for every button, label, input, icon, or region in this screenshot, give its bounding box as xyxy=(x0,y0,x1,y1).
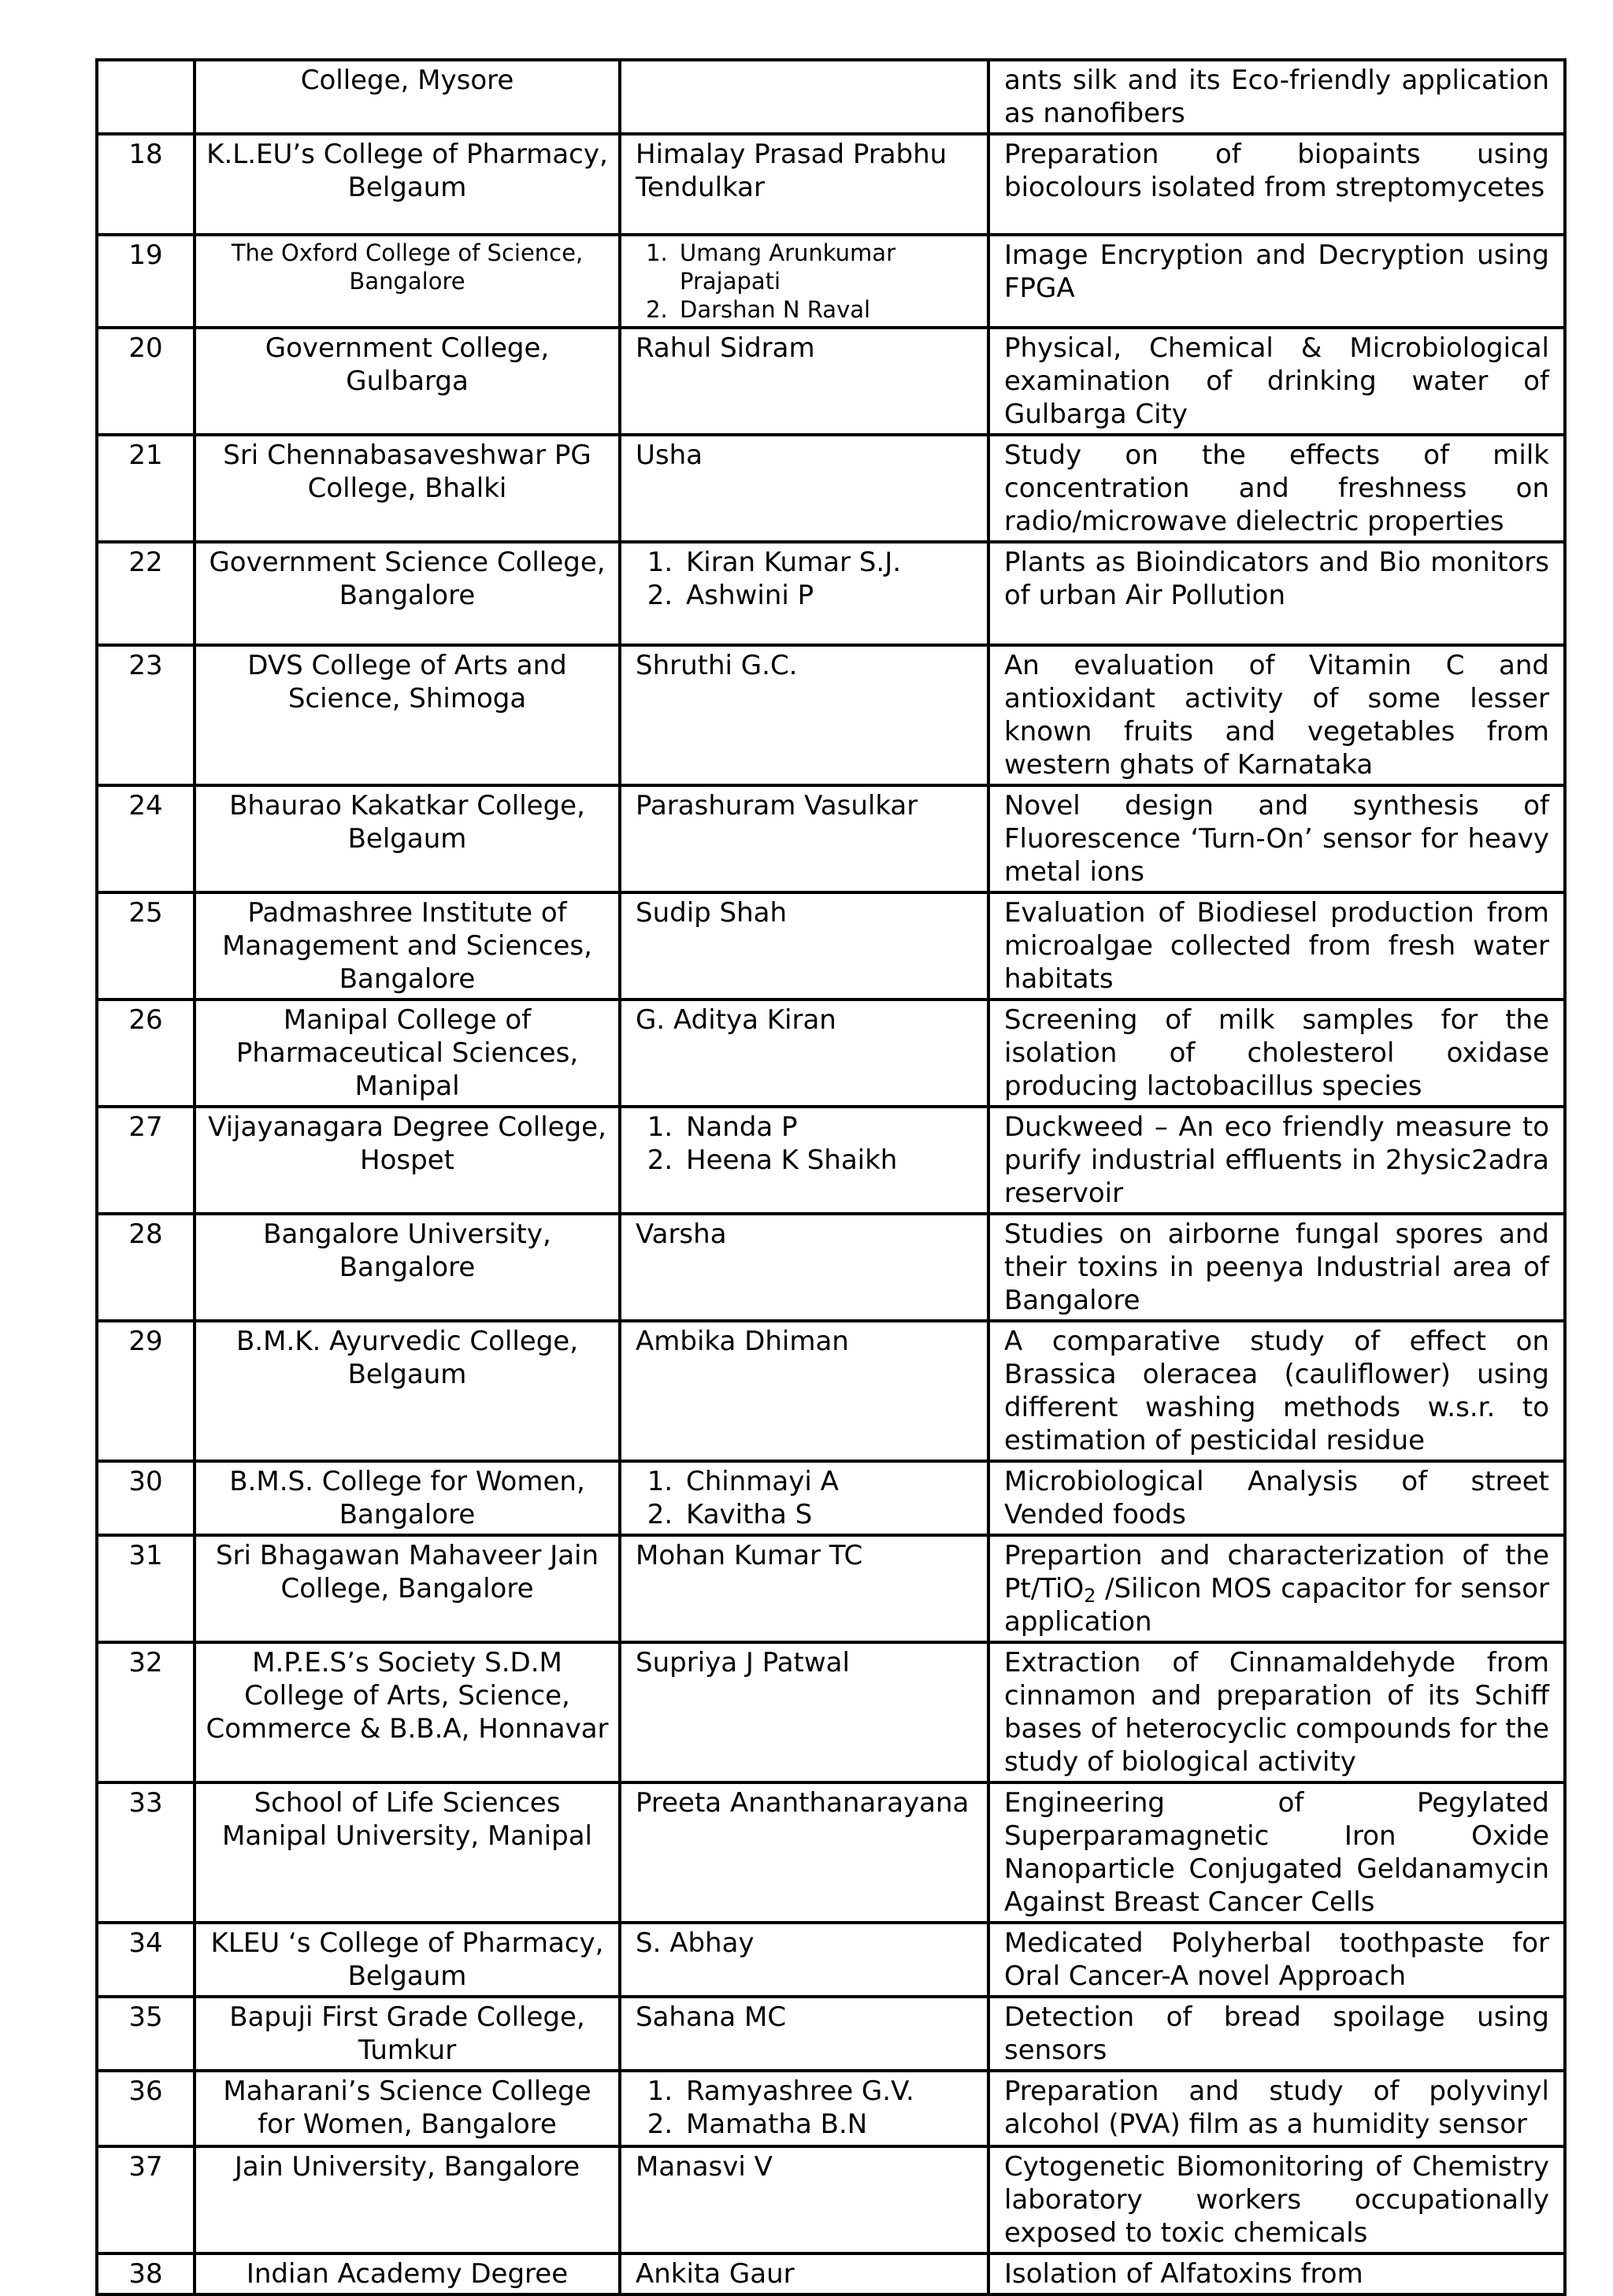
table-row xyxy=(97,542,1565,645)
row-number: 32 xyxy=(97,1642,195,1782)
student-name: Manasvi V xyxy=(620,2146,988,2253)
title-text: /Silicon MOS capacitor for sensor application xyxy=(1004,1573,1549,1638)
row-number: 33 xyxy=(97,1782,195,1923)
student-name: 2. Mamatha B.N xyxy=(681,2108,973,2141)
row-number: 27 xyxy=(97,1107,195,1214)
college-name: Padmashree Institute of Management and Sciences, Bangalore xyxy=(195,892,620,1000)
table-row xyxy=(97,2146,1565,2253)
student-name: G. Aditya Kiran xyxy=(620,1000,988,1107)
student-name: Ankita Gaur xyxy=(620,2253,988,2294)
college-name: Indian Academy Degree xyxy=(195,2253,620,2294)
college-name: Government Science College, Bangalore xyxy=(195,542,620,645)
row-number xyxy=(97,60,195,134)
student-name: Mohan Kumar TC xyxy=(620,1535,988,1642)
student-name: Himalay Prasad Prabhu Tendulkar xyxy=(620,134,988,235)
college-name: Government College, Gulbarga xyxy=(195,328,620,435)
project-title: ants silk and its Eco-friendly application as nanofibers xyxy=(988,60,1565,134)
participants-table xyxy=(95,58,1567,2296)
table-row xyxy=(97,1923,1565,1997)
row-number: 29 xyxy=(97,1321,195,1461)
college-name: KLEU ‘s College of Pharmacy, Belgaum xyxy=(195,1923,620,1997)
student-name: 1. Umang Arunkumar Prajapati xyxy=(675,239,973,295)
row-number: 30 xyxy=(97,1461,195,1535)
row-number: 34 xyxy=(97,1923,195,1997)
row-number: 24 xyxy=(97,785,195,892)
project-title: Isolation of Alfatoxins from xyxy=(988,2253,1565,2294)
student-name: Sahana MC xyxy=(620,1997,988,2071)
project-title: Microbiological Analysis of street Vended foods xyxy=(988,1461,1565,1535)
row-number: 20 xyxy=(97,328,195,435)
table-row xyxy=(97,1000,1565,1107)
project-title: A comparative study of effect on Brassica oleracea (cauliflower) using different washing methods w.s.r. to estimation of pesticidal residue xyxy=(988,1321,1565,1461)
student-name: Shruthi G.C. xyxy=(620,645,988,785)
student-name: 2. Heena K Shaikh xyxy=(681,1144,973,1177)
project-title: Medicated Polyherbal toothpaste for Oral Cancer-A novel Approach xyxy=(988,1923,1565,1997)
table-row xyxy=(97,1461,1565,1535)
table-row xyxy=(97,60,1565,134)
row-number: 21 xyxy=(97,435,195,542)
table-row xyxy=(97,1107,1565,1214)
table-row xyxy=(97,328,1565,435)
student-names xyxy=(620,1107,988,1214)
college-name: School of Life Sciences Manipal University, Manipal xyxy=(195,1782,620,1923)
row-number: 28 xyxy=(97,1214,195,1321)
project-title: Cytogenetic Biomonitoring of Chemistry laboratory workers occupationally exposed to toxic chemicals xyxy=(988,2146,1565,2253)
student-names xyxy=(620,542,988,645)
student-name: Usha xyxy=(620,435,988,542)
table-row xyxy=(97,1997,1565,2071)
row-number: 22 xyxy=(97,542,195,645)
table-row xyxy=(97,235,1565,328)
student-name: Rahul Sidram xyxy=(620,328,988,435)
student-name: 1. Ramyashree G.V. xyxy=(681,2075,973,2108)
project-title: Plants as Bioindicators and Bio monitors of urban Air Pollution xyxy=(988,542,1565,645)
row-number: 26 xyxy=(97,1000,195,1107)
student-name: Sudip Shah xyxy=(620,892,988,1000)
project-title: Study on the effects of milk concentration and freshness on radio/microwave dielectric properties xyxy=(988,435,1565,542)
project-title: Novel design and synthesis of Fluorescence ‘Turn-On’ sensor for heavy metal ions xyxy=(988,785,1565,892)
college-name: Sri Chennabasaveshwar PG College, Bhalki xyxy=(195,435,620,542)
college-name: College, Mysore xyxy=(195,60,620,134)
subscript: 2 xyxy=(1084,1585,1096,1607)
college-name: Sri Bhagawan Mahaveer Jain College, Bangalore xyxy=(195,1535,620,1642)
student-name: 1. Nanda P xyxy=(681,1111,973,1144)
project-title: Preparation of biopaints using biocolours isolated from streptomycetes xyxy=(988,134,1565,235)
table-row xyxy=(97,2071,1565,2146)
student-name: 2. Ashwini P xyxy=(681,579,973,612)
row-number: 37 xyxy=(97,2146,195,2253)
row-number: 18 xyxy=(97,134,195,235)
student-name: 1. Chinmayi A xyxy=(681,1465,973,1498)
table-row xyxy=(97,1214,1565,1321)
student-name: Supriya J Patwal xyxy=(620,1642,988,1782)
student-name: 2. Kavitha S xyxy=(681,1498,973,1531)
student-name: S. Abhay xyxy=(620,1923,988,1997)
student-names xyxy=(620,60,988,134)
college-name: Bhaurao Kakatkar College, Belgaum xyxy=(195,785,620,892)
student-name: 1. Kiran Kumar S.J. xyxy=(681,546,973,579)
table-row xyxy=(97,645,1565,785)
project-title: Extraction of Cinnamaldehyde from cinnamon and preparation of its Schiff bases of heterocyclic compounds for the study of biological activity xyxy=(988,1642,1565,1782)
student-name: Ambika Dhiman xyxy=(620,1321,988,1461)
project-title: An evaluation of Vitamin C and antioxidant activity of some lesser known fruits and vegetables from western ghats of Karnataka xyxy=(988,645,1565,785)
college-name: K.L.EU’s College of Pharmacy, Belgaum xyxy=(195,134,620,235)
row-number: 19 xyxy=(97,235,195,328)
student-name: Preeta Ananthanarayana xyxy=(620,1782,988,1923)
project-title: Image Encryption and Decryption using FPGA xyxy=(988,235,1565,328)
college-name: B.M.K. Ayurvedic College, Belgaum xyxy=(195,1321,620,1461)
table-row xyxy=(97,1535,1565,1642)
table-row xyxy=(97,1782,1565,1923)
table-row xyxy=(97,1642,1565,1782)
table-row xyxy=(97,134,1565,235)
table-row xyxy=(97,2253,1565,2294)
college-name: The Oxford College of Science, Bangalore xyxy=(195,235,620,328)
table-row xyxy=(97,435,1565,542)
table-row xyxy=(97,892,1565,1000)
table-row xyxy=(97,785,1565,892)
college-name: Bangalore University, Bangalore xyxy=(195,1214,620,1321)
student-names xyxy=(620,2071,988,2146)
student-name: 2. Darshan N Raval xyxy=(675,295,973,324)
title-text: Prepartion and characterization of the Pt/TiO xyxy=(1004,1540,1549,1604)
project-title: Preparation and study of polyvinyl alcohol (PVA) film as a humidity sensor xyxy=(988,2071,1565,2146)
project-title: Studies on airborne fungal spores and their toxins in peenya Industrial area of Bangalore xyxy=(988,1214,1565,1321)
project-title: Evaluation of Biodiesel production from microalgae collected from fresh water habitats xyxy=(988,892,1565,1000)
student-name: Varsha xyxy=(620,1214,988,1321)
college-name: B.M.S. College for Women, Bangalore xyxy=(195,1461,620,1535)
table-row xyxy=(97,1321,1565,1461)
row-number: 31 xyxy=(97,1535,195,1642)
college-name: Maharani’s Science College for Women, Bangalore xyxy=(195,2071,620,2146)
college-name: Jain University, Bangalore xyxy=(195,2146,620,2253)
project-title: Screening of milk samples for the isolation of cholesterol oxidase producing lactobacillus species xyxy=(988,1000,1565,1107)
college-name: Manipal College of Pharmaceutical Sciences, Manipal xyxy=(195,1000,620,1107)
student-names xyxy=(620,235,988,328)
row-number: 36 xyxy=(97,2071,195,2146)
project-title: Detection of bread spoilage using sensors xyxy=(988,1997,1565,2071)
college-name: Vijayanagara Degree College, Hospet xyxy=(195,1107,620,1214)
row-number: 35 xyxy=(97,1997,195,2071)
project-title: Engineering of Pegylated Superparamagnetic Iron Oxide Nanoparticle Conjugated Geldanamycin Against Breast Cancer Cells xyxy=(988,1782,1565,1923)
college-name: DVS College of Arts and Science, Shimoga xyxy=(195,645,620,785)
student-name: Parashuram Vasulkar xyxy=(620,785,988,892)
row-number: 23 xyxy=(97,645,195,785)
college-name: Bapuji First Grade College, Tumkur xyxy=(195,1997,620,2071)
project-title: Duckweed – An eco friendly measure to purify industrial effluents in 2hysic2adra reservoir xyxy=(988,1107,1565,1214)
row-number: 38 xyxy=(97,2253,195,2294)
row-number: 25 xyxy=(97,892,195,1000)
student-names xyxy=(620,1461,988,1535)
project-title xyxy=(988,1535,1565,1642)
college-name: M.P.E.S’s Society S.D.M College of Arts, Science, Commerce & B.B.A, Honnavar xyxy=(195,1642,620,1782)
project-title: Physical, Chemical & Microbiological examination of drinking water of Gulbarga City xyxy=(988,328,1565,435)
